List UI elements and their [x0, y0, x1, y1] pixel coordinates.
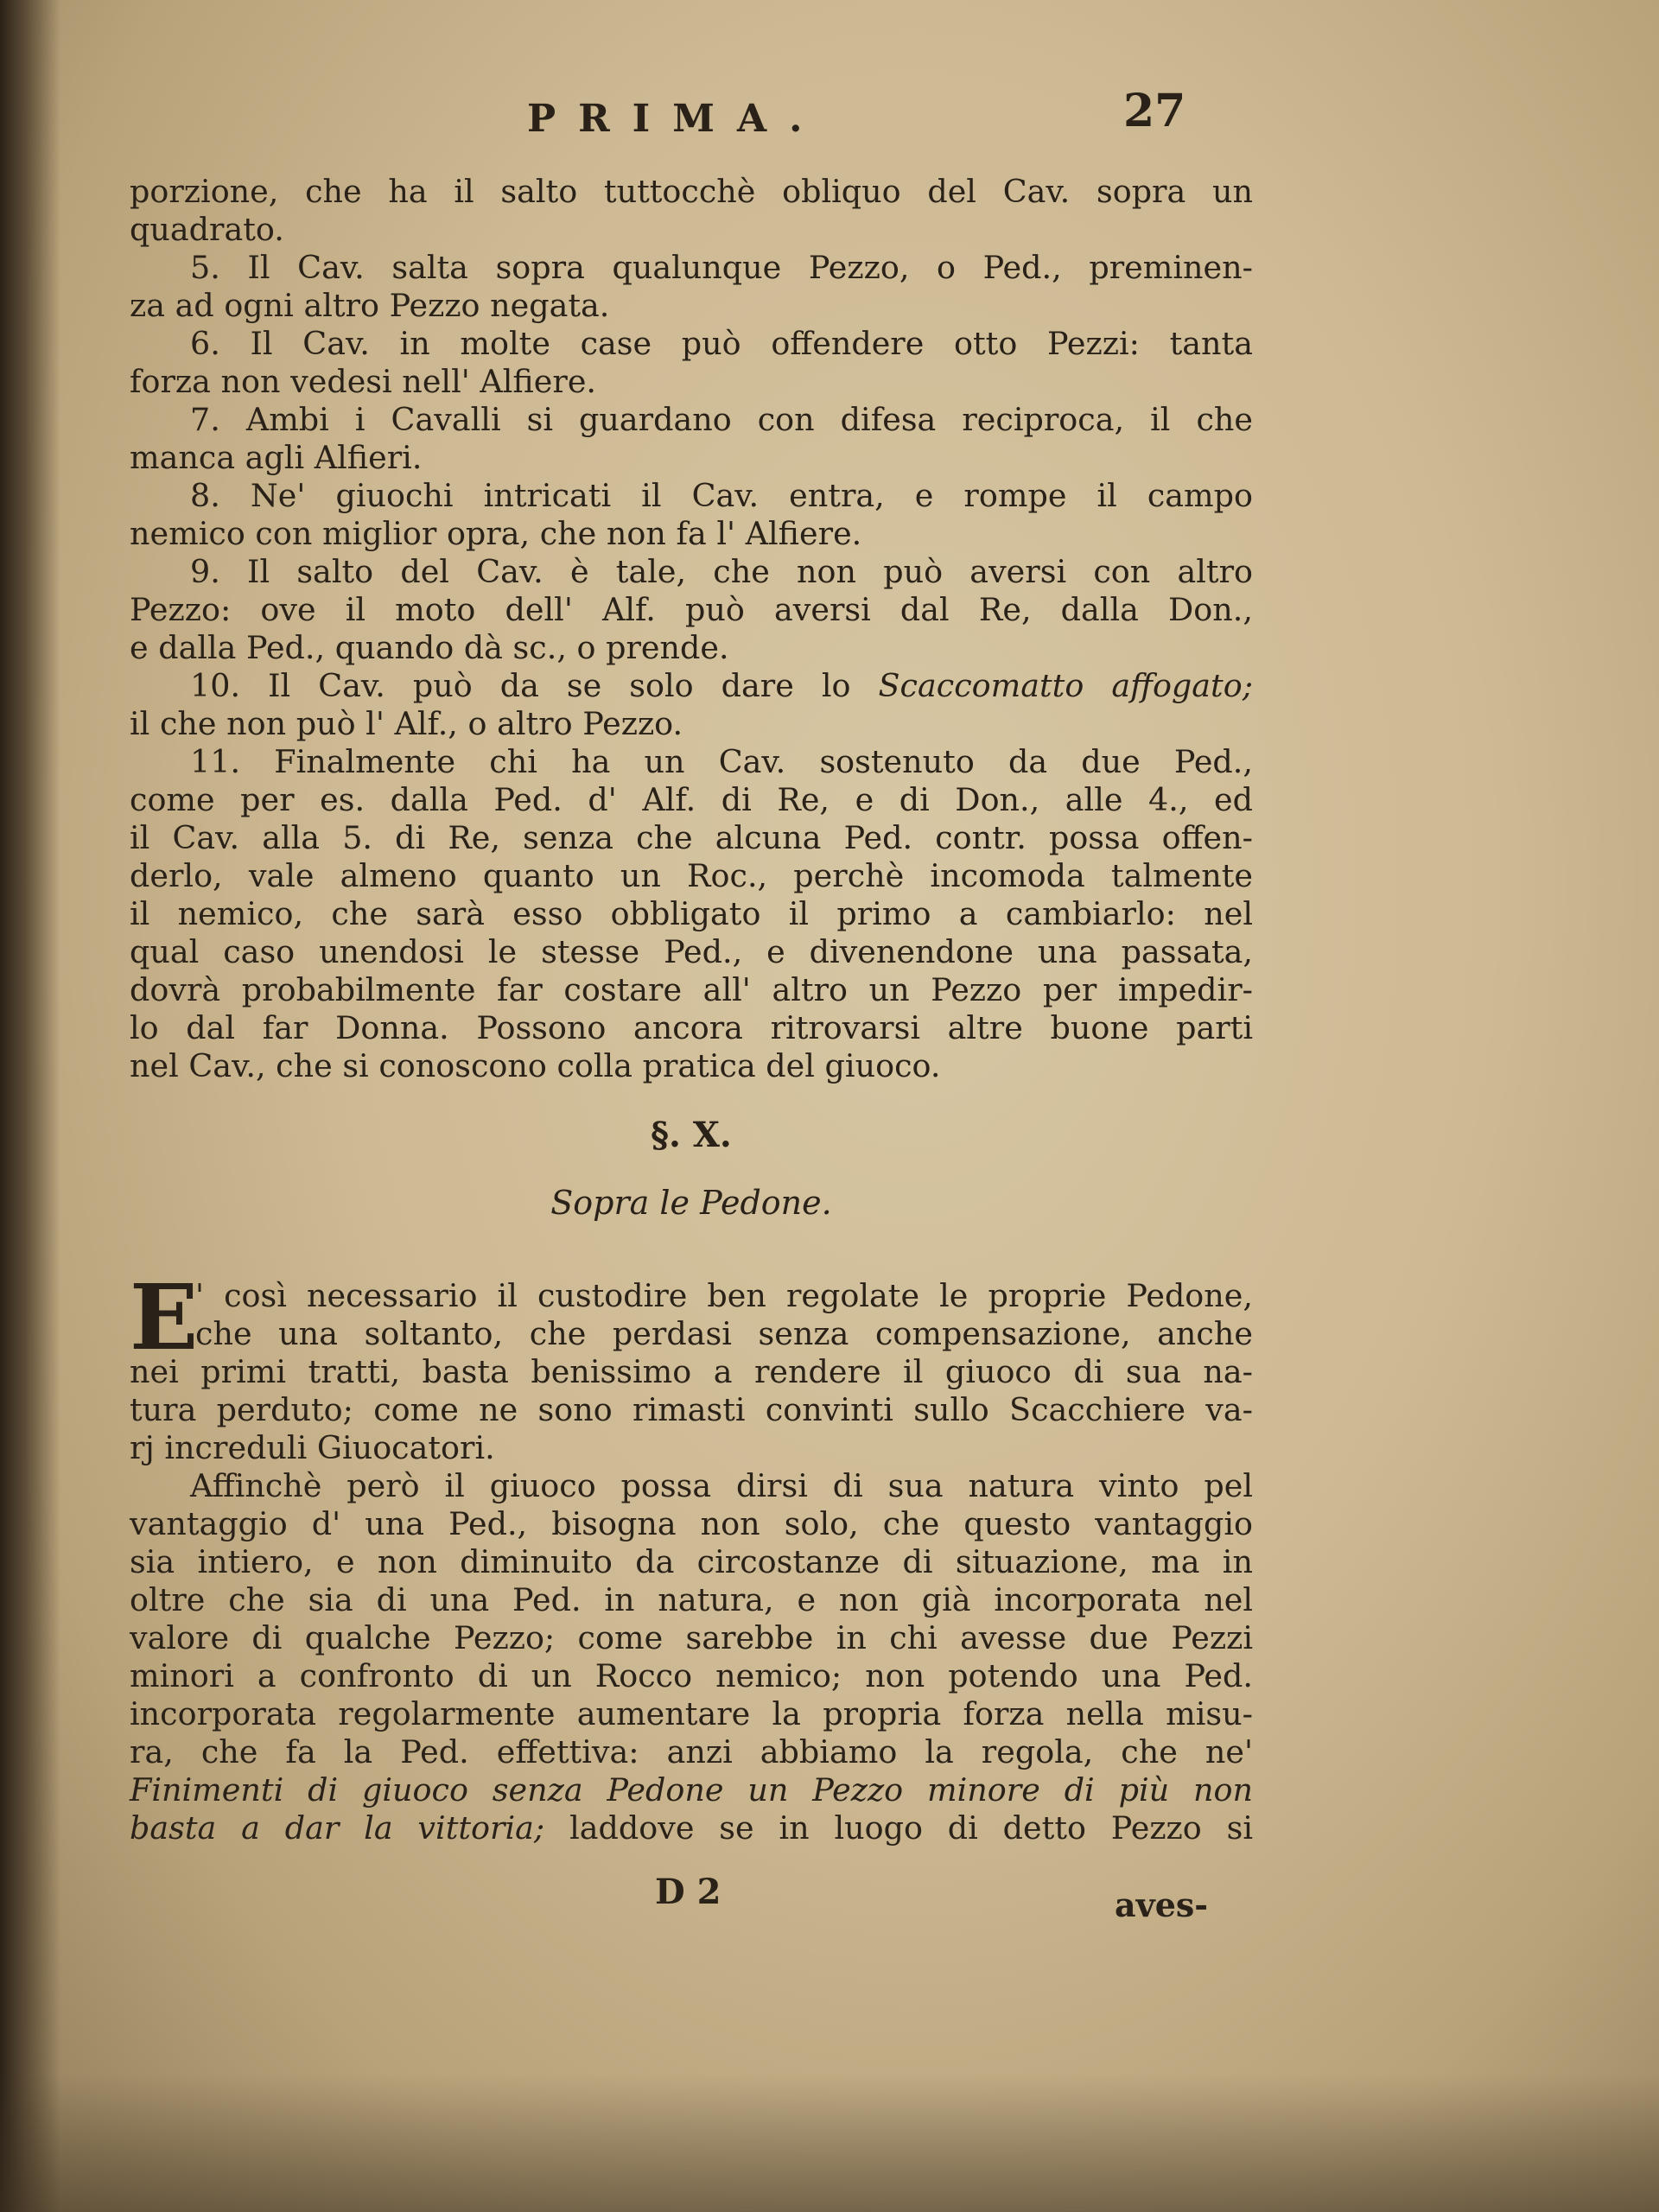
- text-line: [130, 1809, 1253, 1847]
- italic-phrase: basta a dar la vittoria;: [130, 1809, 545, 1847]
- text-line: nel Cav., che si conoscono colla pratica del giuoco.: [130, 1047, 941, 1084]
- text-line: 6. Il Cav. in molte case può offendere otto Pezzi: tanta: [190, 325, 1253, 362]
- italic-term: Scaccomatto affogato;: [878, 667, 1253, 704]
- page-number: 27: [1123, 85, 1186, 137]
- text-line: tura perduto; come ne sono rimasti convinti sullo Scacchiere va-: [130, 1391, 1253, 1428]
- text-line: dovrà probabilmente far costare all' altro un Pezzo per impedir-: [130, 971, 1253, 1008]
- text-line: valore di qualche Pezzo; come sarebbe in chi avesse due Pezzi: [130, 1619, 1253, 1656]
- text-line: 8. Ne' giuochi intricati il Cav. entra, e rompe il campo: [190, 477, 1253, 514]
- text-line: come per es. dalla Ped. d' Alf. di Re, e di Don., alle 4., ed: [130, 781, 1253, 818]
- text-line: che una soltanto, che perdasi senza compensazione, anche: [195, 1315, 1253, 1352]
- text-line: Pezzo: ove il moto dell' Alf. può aversi dal Re, dalla Don.,: [130, 591, 1253, 628]
- text-segment: laddove se in luogo di detto Pezzo si: [569, 1809, 1253, 1847]
- text-line: forza non vedesi nell' Alfiere.: [130, 363, 597, 400]
- section-title: Sopra le Pedone.: [550, 1184, 832, 1222]
- knight-paragraphs: [130, 173, 1253, 1085]
- text-segment: 10. Il Cav. può da se solo dare lo: [190, 667, 851, 704]
- text-line: Affinchè però il giuoco possa dirsi di sua natura vinto pel: [190, 1467, 1253, 1504]
- text-line: incorporata regolarmente aumentare la propria forza nella misu-: [130, 1695, 1253, 1732]
- text-line: il nemico, che sarà esso obbligato il primo a cambiarlo: nel: [130, 895, 1253, 932]
- catchword: aves-: [1115, 1885, 1209, 1924]
- running-title: PRIMA.: [527, 97, 825, 141]
- pawn-paragraphs: [130, 1264, 1253, 1847]
- text-line: porzione, che ha il salto tuttocchè obliquo del Cav. sopra un: [130, 173, 1253, 210]
- text-line: Finimenti di giuoco senza Pedone un Pezzo minore di più non: [130, 1771, 1253, 1808]
- text-line: e dalla Ped., quando dà sc., o prende.: [130, 629, 729, 666]
- text-line: vantaggio d' una Ped., bisogna non solo, che questo vantaggio: [130, 1505, 1253, 1542]
- text-line: quadrato.: [130, 211, 284, 248]
- signature-mark: D 2: [655, 1872, 721, 1912]
- text-line: ' così necessario il custodire ben regolate le proprie Pedone,: [195, 1277, 1253, 1314]
- text-line: 11. Finalmente chi ha un Cav. sostenuto da due Ped.,: [190, 743, 1253, 780]
- section-number: §. X.: [651, 1115, 732, 1155]
- text-line: lo dal far Donna. Possono ancora ritrovarsi altre buone parti: [130, 1009, 1253, 1046]
- text-line: minori a confronto di un Rocco nemico; non potendo una Ped.: [130, 1657, 1253, 1694]
- text-line: manca agli Alfieri.: [130, 439, 423, 476]
- text-line: 5. Il Cav. salta sopra qualunque Pezzo, o Ped., preminen-: [190, 249, 1253, 286]
- text-line: derlo, vale almeno quanto un Roc., perchè incomoda talmente: [130, 857, 1253, 894]
- text-line: za ad ogni altro Pezzo negata.: [130, 287, 610, 324]
- text-line: ra, che fa la Ped. effettiva: anzi abbiamo la regola, che ne': [130, 1733, 1253, 1770]
- text-line: oltre che sia di una Ped. in natura, e non già incorporata nel: [130, 1581, 1253, 1618]
- text-line: 9. Il salto del Cav. è tale, che non può aversi con altro: [190, 553, 1253, 590]
- text-line: 7. Ambi i Cavalli si guardano con difesa reciproca, il che: [190, 401, 1253, 438]
- text-line: nei primi tratti, basta benissimo a rendere il giuoco di sua na-: [130, 1353, 1253, 1390]
- spine-shadow: [0, 0, 60, 2212]
- text-line: [130, 667, 1253, 705]
- bottom-shadow: [0, 2074, 1659, 2212]
- text-line: nemico con miglior opra, che non fa l' Alfiere.: [130, 515, 862, 552]
- text-line: rj increduli Giuocatori.: [130, 1429, 495, 1466]
- text-line: il che non può l' Alf., o altro Pezzo.: [130, 705, 683, 742]
- text-line: qual caso unendosi le stesse Ped., e divenendone una passata,: [130, 933, 1253, 970]
- text-line: il Cav. alla 5. di Re, senza che alcuna Ped. contr. possa offen-: [130, 819, 1253, 856]
- drop-cap: E: [130, 1264, 199, 1370]
- text-line: sia intiero, e non diminuito da circostanze di situazione, ma in: [130, 1543, 1253, 1580]
